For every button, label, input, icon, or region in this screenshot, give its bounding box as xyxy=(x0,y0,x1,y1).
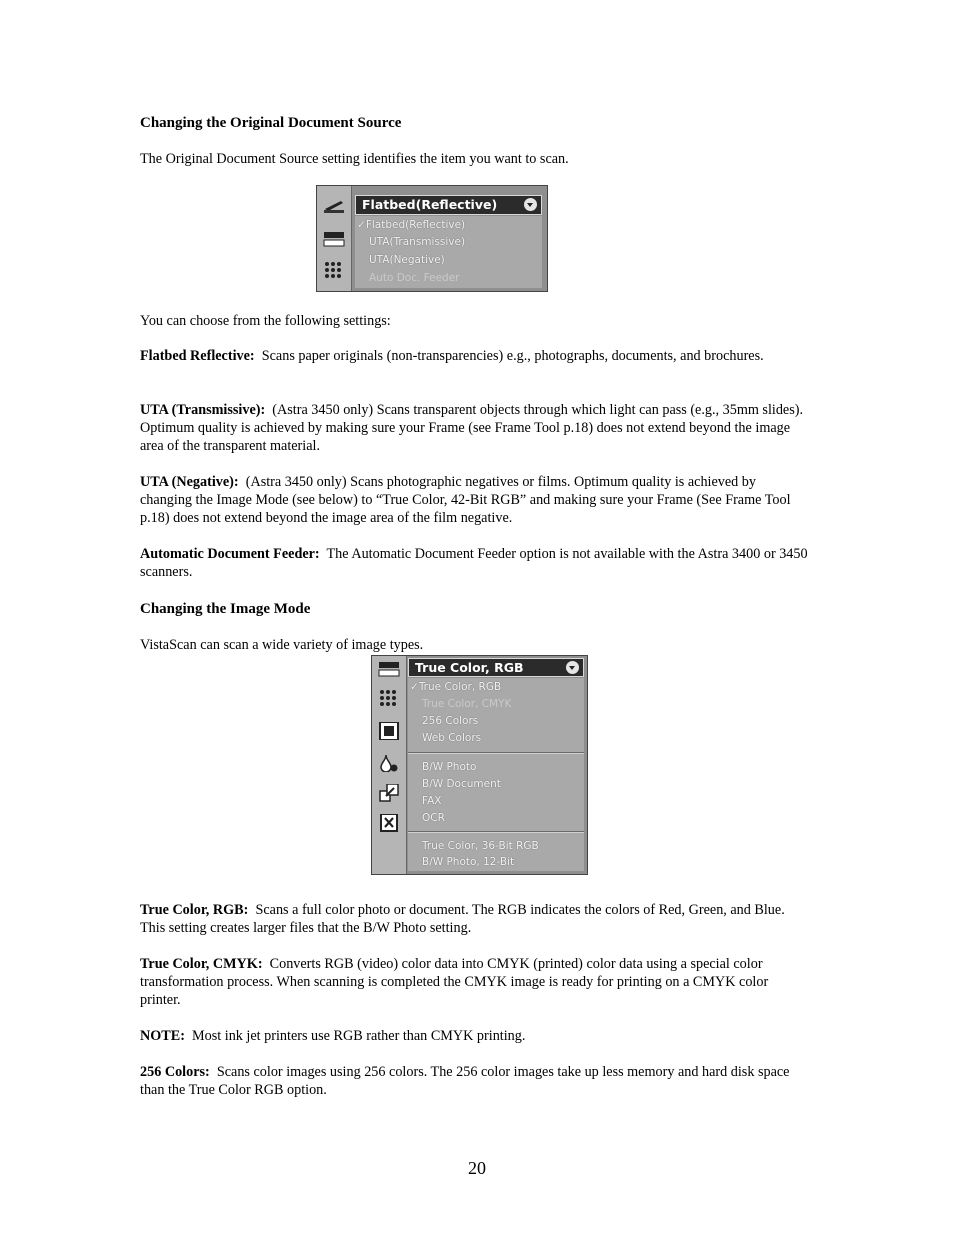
option-uta-negative[interactable]: UTA(Negative) xyxy=(369,254,445,266)
resolution-dots-icon xyxy=(323,260,345,278)
document-source-menu-screenshot xyxy=(316,185,548,292)
document-source-selected: Flatbed(Reflective) xyxy=(362,197,498,212)
mode-true-color-rgb: True Color, RGB: Scans a full color photo or document. The RGB indicates the colors of Red, Green, and Blue. This setting creates larger files that the B/W Photo setting. xyxy=(140,902,785,936)
resize-tool-icon xyxy=(378,784,400,802)
section-heading-document-source: Changing the Original Document Source xyxy=(140,115,402,131)
option-true-color-cmyk: True Color, CMYK xyxy=(422,698,512,710)
section-heading-image-mode: Changing the Image Mode xyxy=(140,601,311,617)
menu-separator xyxy=(408,831,584,833)
setting-auto-doc-feeder: Automatic Document Feeder: The Automatic Document Feeder option is not available with the Astra 3400 or 3450 scanners. xyxy=(140,546,808,580)
option-bw-photo[interactable]: B/W Photo xyxy=(422,761,477,773)
image-mode-selected: True Color, RGB xyxy=(415,660,524,675)
image-mode-dropdown[interactable] xyxy=(408,658,584,677)
page-number: 20 xyxy=(468,1158,486,1178)
mode-true-color-cmyk: True Color, CMYK: Converts RGB (video) color data into CMYK (printed) color data using a special color transformation process. When scanning is completed the CMYK image is ready for printing on a CMYK color printer. xyxy=(140,956,769,1008)
setting-flatbed-reflective: Flatbed Reflective: Scans paper originals (non-transparencies) e.g., photographs, documents, and brochures. xyxy=(140,348,764,364)
menu-separator xyxy=(408,752,584,754)
tool-rail xyxy=(372,656,407,874)
option-fax[interactable]: FAX xyxy=(422,795,442,807)
document-source-options xyxy=(355,216,542,288)
option-auto-doc-feeder: Auto Doc. Feeder xyxy=(369,272,460,284)
color-drop-icon xyxy=(378,754,400,772)
resolution-dots-icon xyxy=(378,688,400,706)
option-bw-photo-12bit[interactable]: B/W Photo, 12-Bit xyxy=(422,856,515,868)
mode-256-colors: 256 Colors: Scans color images using 256 colors. The 256 color images take up less memory and hard disk space than the True Color RGB option. xyxy=(140,1064,790,1098)
image-mode-options xyxy=(408,678,584,871)
tool-rail xyxy=(317,186,352,291)
image-mode-menu-screenshot xyxy=(371,655,588,875)
section-intro-image-mode: VistaScan can scan a wide variety of image types. xyxy=(140,637,424,653)
option-web-colors[interactable]: Web Colors xyxy=(422,732,482,744)
option-true-color-rgb[interactable]: ✓True Color, RGB xyxy=(410,681,502,693)
document-source-dropdown[interactable] xyxy=(355,195,542,215)
image-mode-icon xyxy=(378,660,400,678)
cancel-tool-icon xyxy=(378,814,400,832)
check-icon: ✓ xyxy=(357,219,366,231)
setting-uta-transmissive: UTA (Transmissive): (Astra 3450 only) Scans transparent objects through which light can pass (e.g., 35mm slides). Optimum quality is achieved by making sure your Frame (see Frame Tool p.18) does not extend beyond the image area of the transparent material. xyxy=(140,402,804,454)
option-uta-transmissive[interactable]: UTA(Transmissive) xyxy=(369,236,466,248)
setting-uta-negative: UTA (Negative): (Astra 3450 only) Scans photographic negatives or films. Optimum quality is achieved by changing the Image Mode (see below) to “True Color, 42-Bit RGB” and making sure your Frame (See Frame Tool p.18) does not extend beyond the image area of the film negative. xyxy=(140,474,791,526)
option-true-color-36bit[interactable]: True Color, 36-Bit RGB xyxy=(422,840,539,852)
dropdown-arrow-icon[interactable] xyxy=(566,661,579,674)
dropdown-arrow-icon[interactable] xyxy=(524,198,537,211)
check-icon: ✓ xyxy=(410,681,419,693)
option-256-colors[interactable]: 256 Colors xyxy=(422,715,479,727)
choose-settings-text: You can choose from the following settings: xyxy=(140,313,391,329)
option-ocr[interactable]: OCR xyxy=(422,812,445,824)
option-bw-document[interactable]: B/W Document xyxy=(422,778,501,790)
section-intro-document-source: The Original Document Source setting identifies the item you want to scan. xyxy=(140,151,569,167)
option-flatbed-reflective[interactable]: ✓Flatbed(Reflective) xyxy=(357,219,466,231)
image-mode-icon xyxy=(323,230,345,248)
flatbed-scanner-icon xyxy=(323,196,345,214)
frame-tool-icon xyxy=(378,722,400,740)
note-ink-jet: NOTE: Most ink jet printers use RGB rather than CMYK printing. xyxy=(140,1028,526,1044)
